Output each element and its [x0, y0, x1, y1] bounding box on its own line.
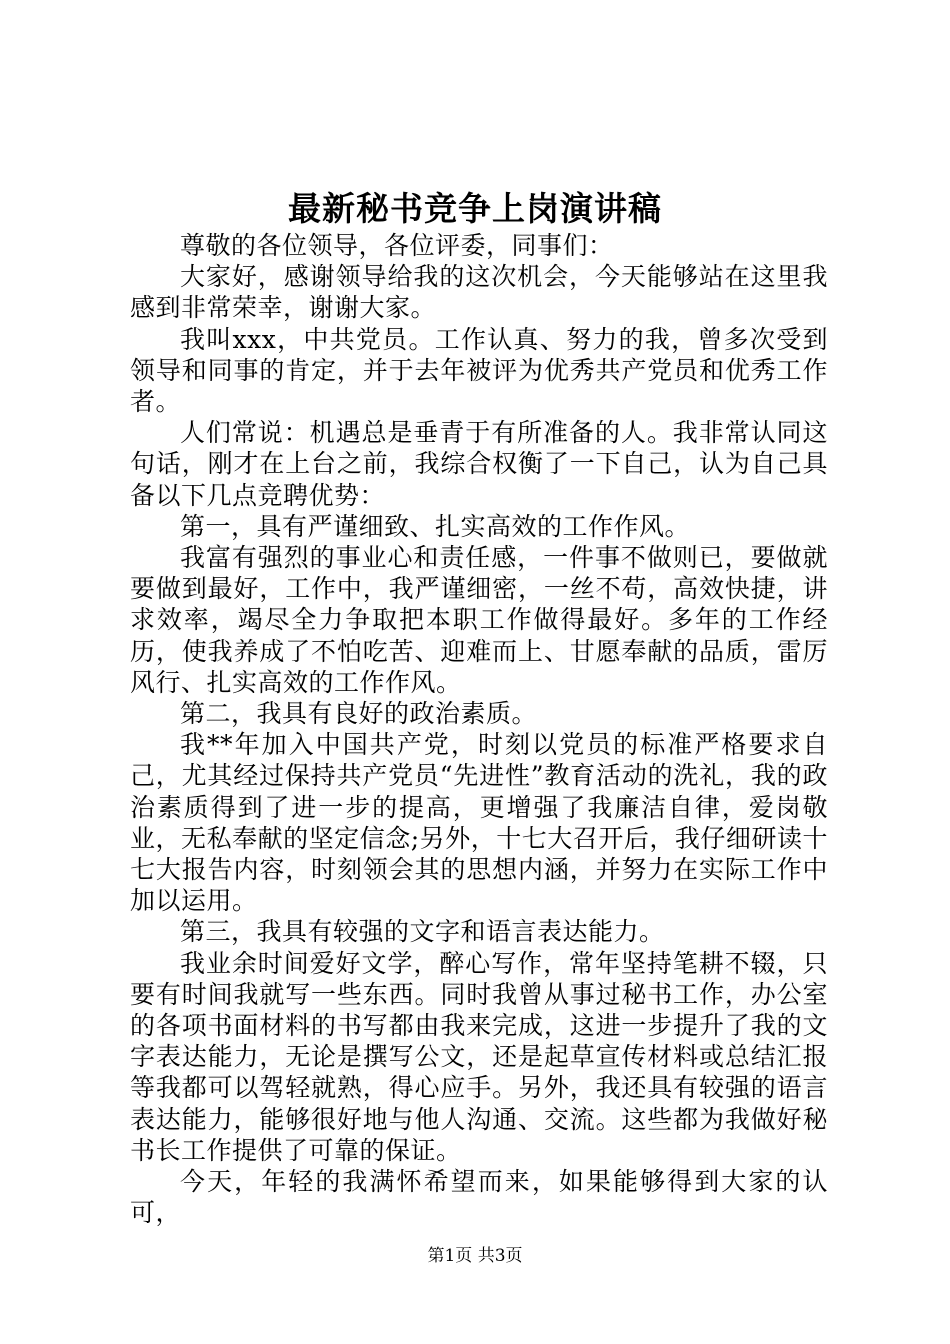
paragraph-point-two-heading: 第二，我具有良好的政治素质。: [180, 699, 538, 729]
paragraph-introduction: 我叫xxx，中共党员。工作认真、努力的我，曾多次受到领导和同事的肯定，并于去年被评为优秀共产党员和优秀工作者。: [130, 324, 828, 417]
paragraph-point-two-body: 我**年加入中国共产党，时刻以党员的标准严格要求自己，尤其经过保持共产党员“先进性”教育活动的洗礼，我的政治素质得到了进一步的提高，更增强了我廉洁自律，爱岗敬业，无私奉献的坚定信念;另外，十七大召开后，我仔细研读十七大报告内容，时刻领会其的思想内涵，并努力在实际工作中加以运用。: [130, 730, 828, 916]
paragraph-point-three-heading: 第三，我具有较强的文字和语言表达能力。: [180, 917, 665, 947]
document-body: [130, 230, 828, 1229]
paragraph-salutation: 尊敬的各位领导，各位评委，同事们：: [180, 231, 614, 260]
paragraph-point-three-body: 我业余时间爱好文学，醉心写作，常年坚持笔耕不辍，只要有时间我就写一些东西。同时我曾从事过秘书工作，办公室的各项书面材料的书写都由我来完成，这进一步提升了我的文字表达能力，无论是撰写公文，还是起草宣传材料或总结汇报等我都可以驾轻就熟，得心应手。另外，我还具有较强的语言表达能力，能够很好地与他人沟通、交流。这些都为我做好秘书长工作提供了可靠的保证。: [130, 948, 828, 1165]
paragraph-greeting: 大家好，感谢领导给我的这次机会，今天能够站在这里我感到非常荣幸，谢谢大家。: [130, 262, 828, 323]
paragraph-point-one-body: 我富有强烈的事业心和责任感，一件事不做则已，要做就要做到最好，工作中，我严谨细密，一丝不苟，高效快捷，讲求效率，竭尽全力争取把本职工作做得最好。多年的工作经历，使我养成了不怕吃苦、迎难而上、甘愿奉献的品质，雷厉风行、扎实高效的工作作风。: [130, 543, 828, 697]
document-title: 最新秘书竞争上岗演讲稿: [288, 189, 662, 228]
paragraph-closing: 今天，年轻的我满怀希望而来，如果能够得到大家的认可，: [130, 1167, 828, 1228]
page-number-footer: 第1页 共3页: [427, 1246, 523, 1266]
paragraph-advantages-intro: 人们常说：机遇总是垂青于有所准备的人。我非常认同这句话，刚才在上台之前，我综合权衡了一下自己，认为自己具备以下几点竞聘优势：: [130, 418, 828, 510]
paragraph-point-one-heading: 第一，具有严谨细致、扎实高效的工作作风。: [180, 511, 691, 541]
